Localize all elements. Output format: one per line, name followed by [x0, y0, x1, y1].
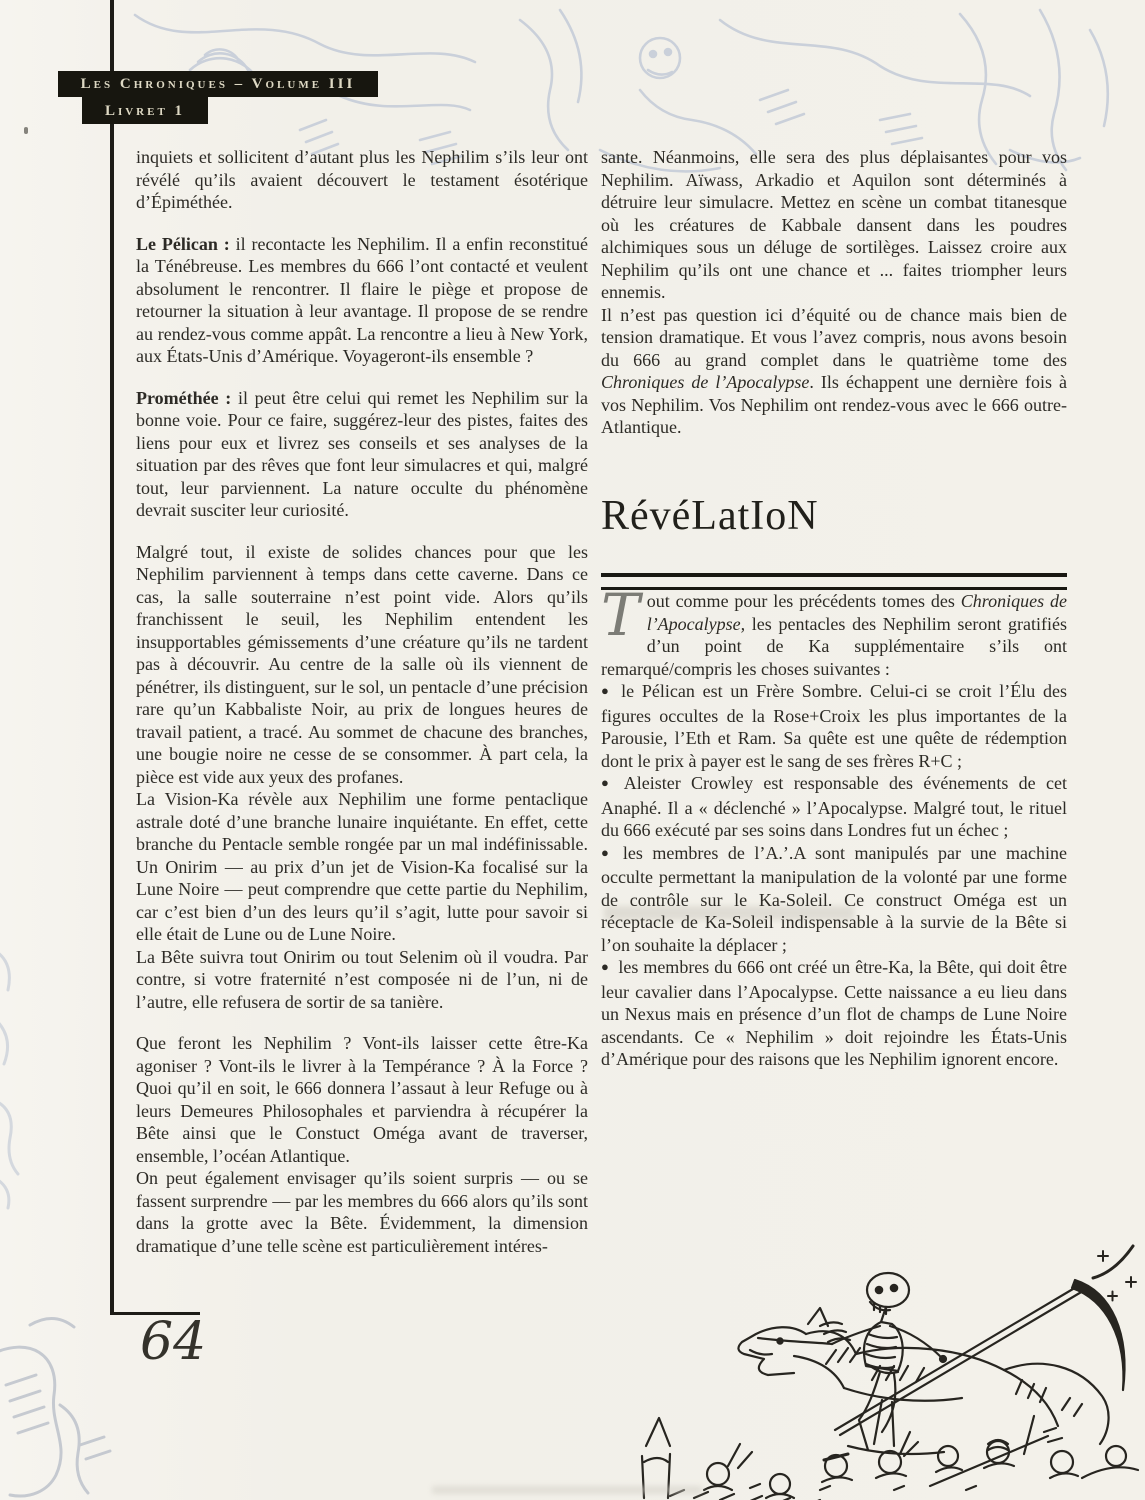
- page-number: 64: [140, 1312, 207, 1372]
- bullet-icon: ●: [601, 844, 614, 860]
- paragraph-lead: Le Pélican :: [136, 233, 230, 254]
- paragraph: [136, 387, 588, 522]
- scan-smudge: [432, 1486, 702, 1494]
- booklet-title: Livret 1: [104, 103, 186, 119]
- bullet-icon: ●: [601, 683, 613, 699]
- paragraph: La Vision-Ka révèle aux Nephilim une forme pentaclique astrale doté d’une branche lunaire inquiétante. En effet, cette branche du Pentacle semble rongée par un mal indéfinissable. Un Onirim — au prix d’un jet de Vision-Ka focalisé sur la Lune Noire — peut comprendre que cette partie du Nephilim, car c’est bien d’un des leurs qu’il s’agit, lutte pour savoir si elle était de Lune ou de Lune Noire.: [136, 789, 588, 944]
- series-title-banner: [58, 71, 378, 97]
- series-title: Les Chroniques – Volume III: [80, 76, 356, 92]
- paragraph: On peut également envisager qu’ils soient surpris — ou se fassent surprendre — par les membres du 666 alors qu’ils sont dans la grotte avec la Bête. Évidemment, la dimension dramatique d’une telle scène est particulièrement intéres-: [136, 1168, 588, 1256]
- left-column: [136, 146, 588, 1257]
- bullet-icon: ●: [601, 959, 610, 975]
- section-title: RévéLatIoN: [601, 492, 819, 539]
- paragraph-lead: Prométhée :: [136, 387, 232, 408]
- paragraph: La Bête suivra tout Onirim ou tout Selenim où il voudra. Par contre, si votre fraternité n’est composée ni de l’un, ni de l’autre, elle refusera de sortir de sa tanière.: [136, 946, 588, 1012]
- paragraph: [601, 581, 1068, 680]
- bullet-item: [601, 956, 1067, 1071]
- paragraph: Que feront les Nephilim ? Vont-ils laisser cette être-Ka agoniser ? Vont-ils le livrer à la Tempérance ? À la Force ? Quoi qu’il en soit, le 666 donnera l’assaut à leur Refuge ou à leurs Demeures Philosophales et parviendra à récupérer la Bête ainsi que le Constuct Oméga avant de traverser, ensemble, l’océan Atlantique.: [136, 1033, 588, 1166]
- book-title-italic: Chroniques de l’Apocalypse: [601, 372, 810, 392]
- paragraph: inquiets et sollicitent d’autant plus les Nephilim s’ils leur ont révélé qu’ils avaient découvert le testament ésotérique d’Épiméthée.: [136, 147, 588, 212]
- paragraph: sante. Néanmoins, elle sera des plus déplaisantes pour vos Nephilim. Aïwass, Arkadio et Aquilon sont déterminés à détruire leur simulacre. Mettez en scène un combat titanesque où les créatures de Kabbale dansent dans les poudres alchimiques sous un déluge de sortilèges. Laissez croire aux Nephilim qu’ils ont une chance et ... faites triompher leurs ennemis.: [601, 147, 1067, 302]
- bullet-item: [601, 772, 1067, 842]
- paragraph-text: il recontacte les Nephilim. Il a enfin reconstitué la Ténébreuse. Les membres du 666 l’ont contacté et veulent absolument le rencontrer. Il flaire le piège et propose de retourner la situation à leur avantage. Il propose de se rendre au rendez-vous comme appât. La rencontre a lieu à New York, aux États-Unis d’Amérique. Voyageront-ils ensemble ?: [136, 233, 589, 366]
- scan-speck: [24, 127, 28, 134]
- paragraph: [601, 304, 1067, 439]
- paragraph-text: il peut être celui qui remet les Nephilim sur la bonne voie. Pour ce faire, suggérez-leur des pistes, faites des liens pour eux et livrez ses conseils et ses analyses de la situation par des rêves que font leur simulacres et qui, malgré tout, leur parviennent. La nature occulte du phénomène devrait susciter leur curiosité.: [136, 387, 589, 520]
- paragraph: Malgré tout, il existe de solides chances pour que les Nephilim parviennent à temps dans cette caverne. Dans ce cas, la salle souterraine n’est point vide. Alors qu’ils franchissent le seuil, les Nephilim entendent les insupportables gémissements d’une créature qu’ils ne tardent pas à découvrir. Au centre de la salle où ils viennent de pénétrer, ils distinguent, sur le sol, un pentacle d’une précision rare qu’un Kabbaliste Noir, au prix de longues heures de travail patient, a tracé. Au sommet de chacune des branches, une bougie noire ne cesse de se consommer. À part cela, la pièce est vide aux yeux des profanes.: [136, 541, 588, 787]
- bullet-item: [601, 842, 1067, 957]
- bullet-text: le Pélican est un Frère Sombre. Celui-ci se croit l’Élu des figures occultes de la Rose+Croix les plus importantes de la Parousie, l’Eth et Ram. Sa quête est une quête de rédemption dont le prix à payer est le sang de ses frères R+C ;: [601, 681, 1067, 771]
- death-rider-woodcut-illustration: [630, 1238, 1145, 1500]
- paragraph-text: out comme pour les précédents tomes des: [646, 591, 961, 612]
- booklet-banner: [82, 97, 208, 124]
- bullet-icon: ●: [601, 775, 615, 791]
- paragraph-text: Il n’est pas question ici d’équité ou de chance mais bien de tension dramatique. Et vous l’avez compris, nous avons besoin du 666 au grand complet dans le quatrième tome des: [601, 304, 1067, 370]
- bullet-text: les membres de l’A.’.A sont manipulés par une machine occulte permettant la manipulation de la volonté par une forme de contrôle sur le Ka-Soleil. Ce construct Oméga est un réceptacle de Ka-Soleil indispensable à la survie de la Bête si l’on souhaite la déplacer ;: [601, 842, 1067, 955]
- drop-cap: T: [601, 581, 640, 650]
- paragraph-text: . Ils échappent une dernière fois à vos Nephilim. Vos Nephilim ont rendez-vous avec le 666 outre-Atlantique.: [601, 372, 1067, 437]
- paragraph-text: les pentacles des Nephilim seront gratifiés d’un point de Ka supplémentaire s’ils ont remarqué/compris les choses suivantes :: [601, 613, 1067, 679]
- right-column: [601, 146, 1067, 1071]
- bullet-item: [601, 680, 1067, 772]
- book-title-italic: Chroniques de l’Apocalypse,: [646, 591, 1068, 634]
- section-divider: [601, 573, 1067, 590]
- bullet-text: Aleister Crowley est responsable des événements de cet Anaphé. Il a « déclenché » l’Apocalypse. Malgré tout, le rituel du 666 exécuté par ses soins dans Londres fut un échec ;: [601, 773, 1067, 841]
- paragraph: [136, 233, 588, 368]
- bullet-text: les membres du 666 ont créé un être-Ka, la Bête, qui doit être leur cavalier dans l’Apocalypse. Cette naissance a eu lieu dans un Nexus mais en présence d’un flot de champs de Lune Noire ascendants. Ce « Nephilim » doit rejoindre les États-Unis d’Amérique pour des raisons que les Nephilim ignorent encore.: [601, 957, 1067, 1070]
- faint-woodcut-background-left-edge: [0, 930, 40, 1210]
